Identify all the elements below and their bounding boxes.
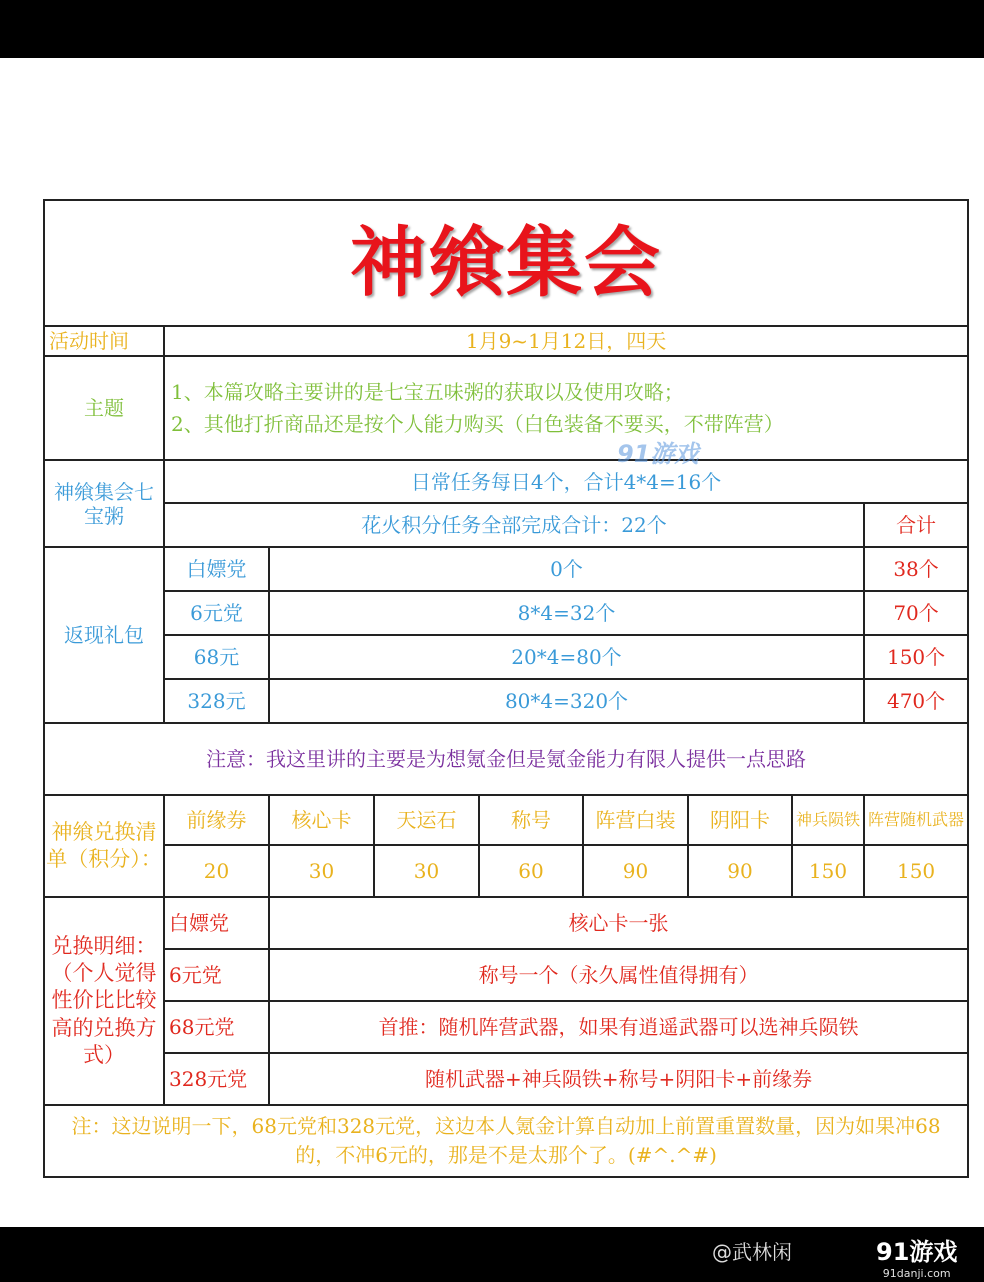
exchange-detail-plan: 随机武器+神兵陨铁+称号+阴阳卡+前缘券 xyxy=(269,1053,968,1105)
activity-time-label: 活动时间 xyxy=(44,326,164,356)
bottom-black-bar xyxy=(0,1227,984,1282)
cashback-row xyxy=(44,679,968,723)
exchange-detail-row xyxy=(44,897,968,949)
cashback-formula: 20*4=80个 xyxy=(269,635,864,679)
cashback-formula: 8*4=32个 xyxy=(269,591,864,635)
theme-row xyxy=(44,356,968,460)
total-header: 合计 xyxy=(864,503,968,547)
exchange-item-points: 60 xyxy=(479,845,583,897)
cashback-total: 150个 xyxy=(864,635,968,679)
theme-label: 主题 xyxy=(44,356,164,460)
cashback-row xyxy=(44,591,968,635)
cashback-total: 38个 xyxy=(864,547,968,591)
brand-site: 91danji.com xyxy=(882,1267,951,1280)
cashback-tier: 6元党 xyxy=(164,591,269,635)
cashback-row xyxy=(44,635,968,679)
brand-logo xyxy=(876,1232,957,1280)
exchange-item-points: 30 xyxy=(269,845,374,897)
exchange-detail-plan: 核心卡一张 xyxy=(269,897,968,949)
exchange-points-row xyxy=(44,845,968,897)
theme-line-1: 1、本篇攻略主要讲的是七宝五味粥的获取以及使用攻略； xyxy=(171,380,684,404)
exchange-detail-tier: 68元党 xyxy=(164,1001,269,1053)
exchange-detail-tier: 328元党 xyxy=(164,1053,269,1105)
exchange-list-label: 神飨兑换清单（积分）： xyxy=(44,795,164,897)
theme-line-2: 2、其他打折商品还是按个人能力购买（白色装备不要买，不带阵营） xyxy=(171,412,784,436)
theme-text xyxy=(164,356,968,460)
cashback-formula: 0个 xyxy=(269,547,864,591)
exchange-item-points: 20 xyxy=(164,845,269,897)
exchange-item-points: 150 xyxy=(792,845,864,897)
footer-note-row xyxy=(44,1105,968,1177)
daily-task-row xyxy=(44,460,968,503)
exchange-item-points: 150 xyxy=(864,845,968,897)
exchange-item-name: 称号 xyxy=(479,795,583,845)
footer-note: 注：这边说明一下，68元党和328元党，这边本人氪金计算自动加上前置重置数量，因为如果冲68的，不冲6元的，那是不是太那个了。(#^.^#) xyxy=(44,1105,968,1177)
cashback-label: 返现礼包 xyxy=(44,547,164,723)
note-row xyxy=(44,723,968,795)
cashback-tier: 328元 xyxy=(164,679,269,723)
page-title: 神飨集会 xyxy=(350,218,663,308)
exchange-item-points: 30 xyxy=(374,845,479,897)
weibo-watermark: @武林闲 xyxy=(712,1240,792,1264)
cashback-formula: 80*4=320个 xyxy=(269,679,864,723)
top-black-bar xyxy=(0,0,984,58)
exchange-item-name: 阵营随机武器 xyxy=(864,795,968,845)
cashback-tier: 68元 xyxy=(164,635,269,679)
exchange-item-name: 核心卡 xyxy=(269,795,374,845)
porridge-label: 神飨集会七宝粥 xyxy=(44,460,164,547)
exchange-detail-label: 兑换明细：（个人觉得性价比比较高的兑换方式） xyxy=(44,897,164,1105)
activity-time-row xyxy=(44,326,968,356)
exchange-detail-tier: 白嫖党 xyxy=(164,897,269,949)
activity-time-value: 1月9~1月12日，四天 xyxy=(164,326,968,356)
cashback-tier: 白嫖党 xyxy=(164,547,269,591)
cashback-total: 470个 xyxy=(864,679,968,723)
brand-logo-text: 91游戏 xyxy=(876,1238,958,1266)
daily-task-text: 日常任务每日4个，合计4*4=16个 xyxy=(164,460,968,503)
fireworks-row xyxy=(44,503,968,547)
fireworks-text: 花火积分任务全部完成合计：22个 xyxy=(164,503,864,547)
cashback-row xyxy=(44,547,968,591)
exchange-detail-plan: 称号一个（永久属性值得拥有） xyxy=(269,949,968,1001)
exchange-detail-row xyxy=(44,1001,968,1053)
exchange-item-name: 前缘券 xyxy=(164,795,269,845)
mid-note: 注意：我这里讲的主要是为想氪金但是氪金能力有限人提供一点思路 xyxy=(44,723,968,795)
cashback-total: 70个 xyxy=(864,591,968,635)
exchange-item-points: 90 xyxy=(583,845,688,897)
watermark-logo: 91游戏 xyxy=(617,440,699,468)
exchange-detail-row xyxy=(44,949,968,1001)
exchange-detail-row xyxy=(44,1053,968,1105)
exchange-item-name: 天运石 xyxy=(374,795,479,845)
exchange-item-name: 阴阳卡 xyxy=(688,795,792,845)
exchange-item-points: 90 xyxy=(688,845,792,897)
exchange-item-name: 神兵陨铁 xyxy=(792,795,864,845)
exchange-items-row xyxy=(44,795,968,845)
guide-table xyxy=(43,199,969,1178)
exchange-detail-plan: 首推：随机阵营武器，如果有逍遥武器可以选神兵陨铁 xyxy=(269,1001,968,1053)
title-row xyxy=(44,200,968,326)
exchange-item-name: 阵营白装 xyxy=(583,795,688,845)
title-cell xyxy=(44,200,968,326)
exchange-detail-tier: 6元党 xyxy=(164,949,269,1001)
